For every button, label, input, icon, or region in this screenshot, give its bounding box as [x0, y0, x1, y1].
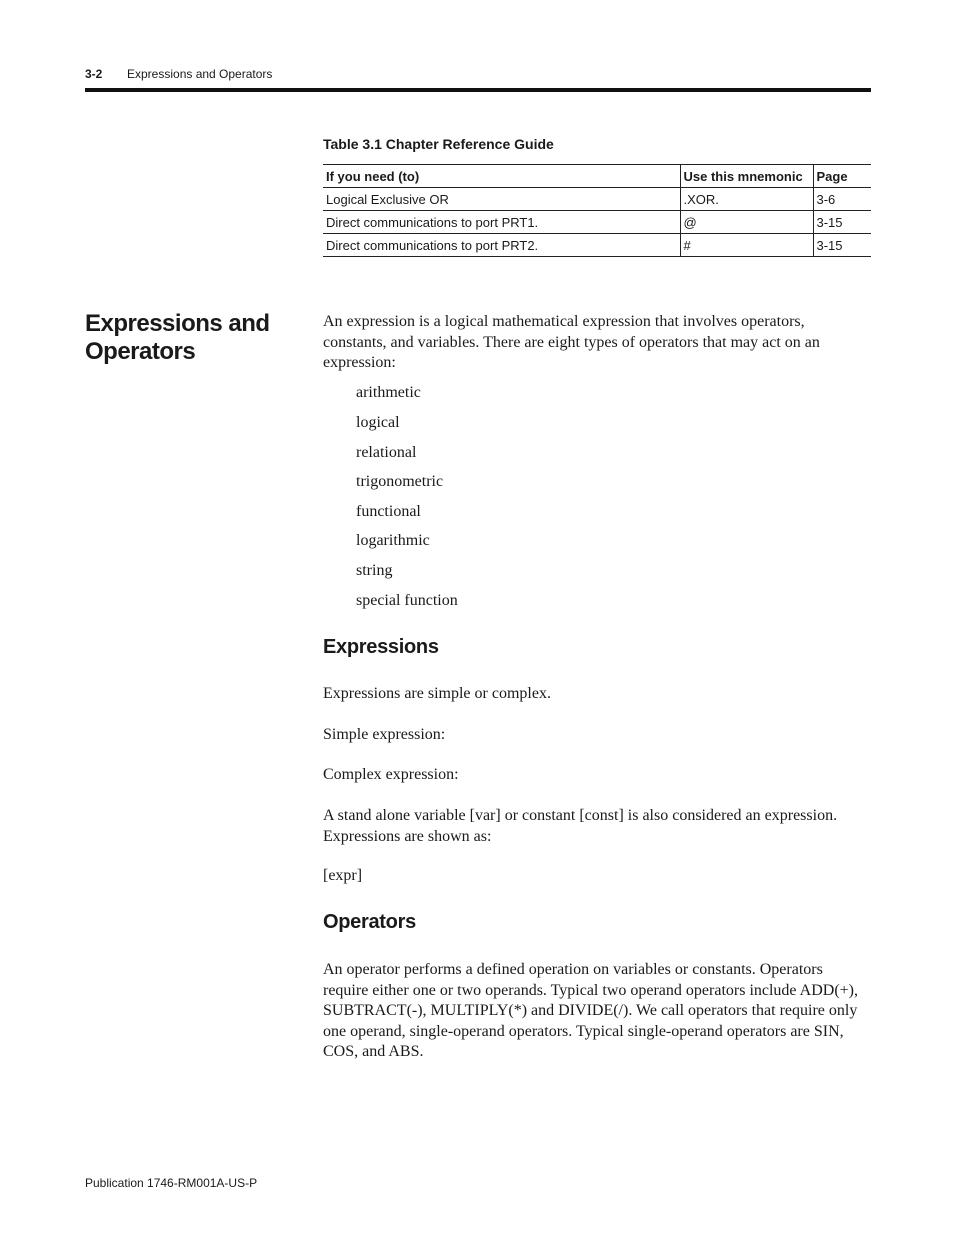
table-cell: Logical Exclusive OR: [323, 188, 680, 211]
page-number: 3-2: [85, 67, 103, 81]
table-cell: 3-15: [813, 234, 871, 257]
list-item: arithmetic: [356, 384, 421, 401]
header-rule: [85, 88, 871, 92]
list-item: relational: [356, 444, 417, 461]
table-cell: .XOR.: [680, 188, 813, 211]
intro-paragraph: An expression is a logical mathematical expression that involves operators, constants, and variables. There are eight types of operators that may act on an expression:: [323, 313, 820, 371]
column-header: Page: [813, 165, 871, 188]
expr-notation: [expr]: [323, 867, 363, 884]
expressions-paragraph: A stand alone variable [var] or constant [const] is also considered an expression. Expressions are shown as:: [323, 807, 838, 845]
list-item: logical: [356, 414, 400, 431]
publication-footer: Publication 1746-RM001A-US-P: [85, 1176, 258, 1190]
table-cell: Direct communications to port PRT1.: [323, 211, 680, 234]
list-item: functional: [356, 503, 421, 520]
table-caption: Table 3.1 Chapter Reference Guide: [323, 136, 554, 152]
column-header: Use this mnemonic: [680, 165, 813, 188]
expressions-heading: Expressions: [323, 636, 439, 658]
list-item: special function: [356, 592, 458, 609]
list-item: string: [356, 562, 393, 579]
table-row: [323, 211, 871, 234]
operators-heading: Operators: [323, 911, 416, 933]
table-cell: Direct communications to port PRT2.: [323, 234, 680, 257]
table-cell: 3-15: [813, 211, 871, 234]
table-cell: #: [680, 234, 813, 257]
simple-expression-label: Simple expression:: [323, 726, 446, 743]
running-header-title: Expressions and Operators: [127, 67, 273, 81]
list-item: trigonometric: [356, 473, 444, 490]
complex-expression-label: Complex expression:: [323, 766, 459, 783]
table-header-row: [323, 165, 871, 188]
table-cell: 3-6: [813, 188, 871, 211]
column-header: If you need (to): [323, 165, 680, 188]
chapter-reference-table: [323, 164, 871, 257]
section-heading: Expressions and Operators: [85, 310, 270, 365]
list-item: logarithmic: [356, 532, 430, 549]
operators-paragraph: An operator performs a defined operation on variables or constants. Operators require either one or two operands. Typical two operand operators include ADD(+), SUBTRACT(-), MULTIPLY(*) and DIVIDE(/). We call operators that require only one operand, single-operand operators. Typical single-operand operators are SIN, COS, and ABS.: [323, 961, 858, 1060]
expressions-paragraph: Expressions are simple or complex.: [323, 685, 551, 702]
table-row: [323, 234, 871, 257]
table-row: [323, 188, 871, 211]
table-cell: @: [680, 211, 813, 234]
